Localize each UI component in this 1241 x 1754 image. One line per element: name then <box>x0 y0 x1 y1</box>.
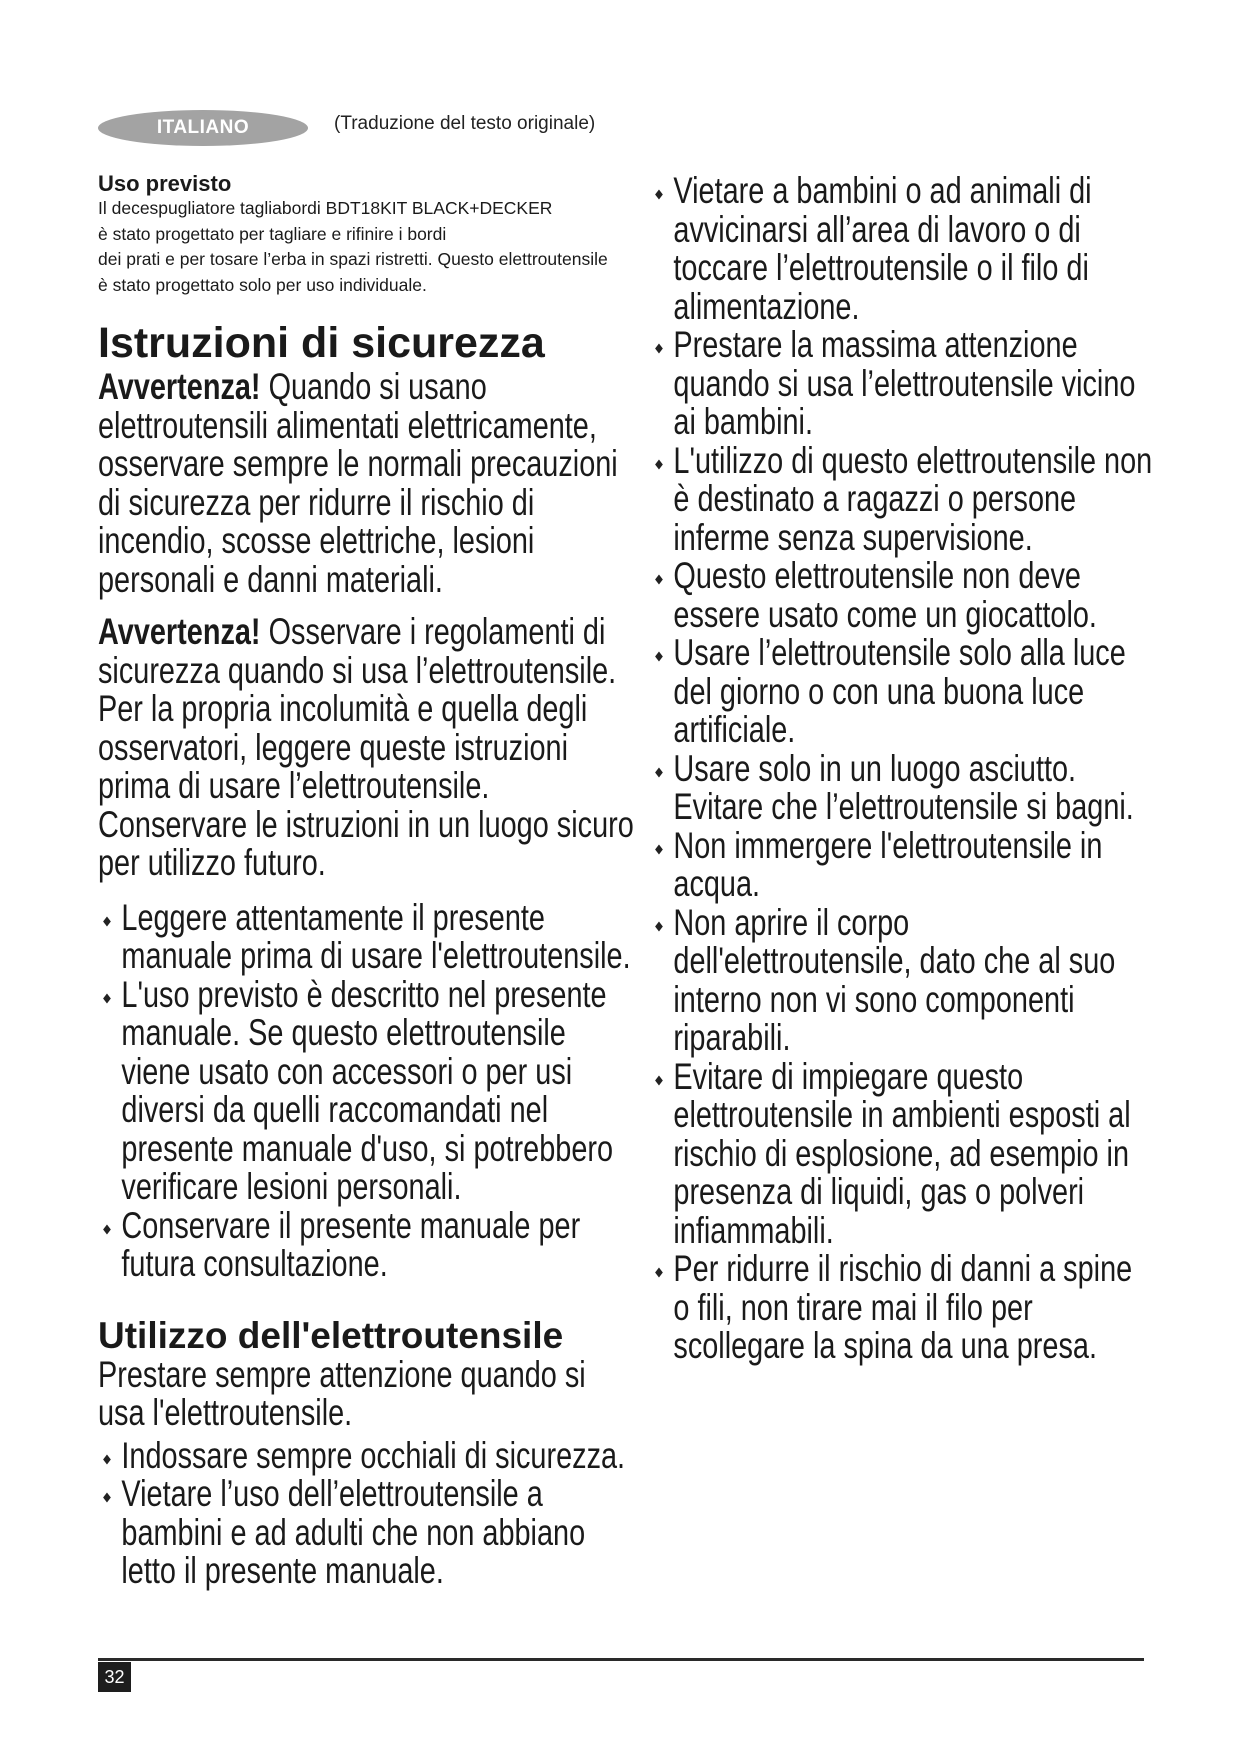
warning-text: Osservare i regolamenti di sicurezza quando si usa l’elettroutensile. Per la propria incolumità e quella degli osservatori, leggere queste istruzioni prima di usare l’elettroutensile. Conservare le istruzioni in un luogo sicuro per utilizzo futuro. <box>98 611 634 883</box>
warning-paragraph <box>98 613 637 883</box>
intended-use-line: è stato progettato per tagliare e rifinire i bordi <box>98 223 447 244</box>
list-item: Non aprire il corpo dell'elettroutensile, dato che al suo interno non vi sono componenti riparabili. <box>650 904 1154 1058</box>
language-badge: ITALIANO <box>98 110 308 146</box>
page-number: 32 <box>98 1662 131 1692</box>
list-item: Usare l’elettroutensile solo alla luce del giorno o con una buona luce artificiale. <box>650 634 1154 750</box>
intended-use-line: dei prati e per tosare l’erba in spazi ristretti. Questo elettroutensile <box>98 249 608 269</box>
safety-heading: Istruzioni di sicurezza <box>98 319 545 367</box>
tool-use-heading: Utilizzo dell'elettroutensile <box>98 1314 564 1356</box>
intended-use-heading: Uso previsto <box>98 171 232 196</box>
intended-use-line: è stato progettato solo per uso individuale. <box>98 274 427 295</box>
list-item: Usare solo in un luogo asciutto. Evitare che l’elettroutensile si bagni. <box>650 750 1154 827</box>
left-column <box>98 172 638 1591</box>
footer-rule <box>98 1658 1144 1661</box>
list-item: Non immergere l'elettroutensile in acqua. <box>650 827 1154 904</box>
translation-note: (Traduzione del testo originale) <box>334 113 596 134</box>
list-item: Conservare il presente manuale per futura consultazione. <box>98 1207 637 1284</box>
list-item: Indossare sempre occhiali di sicurezza. <box>98 1437 637 1476</box>
warning-paragraph <box>98 368 637 599</box>
tool-use-intro: Prestare sempre attenzione quando si usa l'elettroutensile. <box>98 1353 586 1433</box>
warning-label: Avvertenza! <box>98 611 261 652</box>
tool-use-bullet-list <box>98 1434 637 1591</box>
warning-text: Quando si usano elettroutensili alimentati elettricamente, osservare sempre le normali precauzioni di sicurezza per ridurre il rischio di incendio, scosse elettriche, lesioni personali e danni materiali. <box>98 366 618 600</box>
list-item: Per ridurre il rischio di danni a spine o fili, non tirare mai il filo per scollegare la spina da una presa. <box>650 1250 1154 1366</box>
list-item: Vietare a bambini o ad animali di avvicinarsi all’area di lavoro o di toccare l’elettroutensile o il filo di alimentazione. <box>650 172 1154 326</box>
warning-label: Avvertenza! <box>98 366 261 407</box>
tool-use-bullet-list-continued <box>650 172 1154 1366</box>
list-item: Questo elettroutensile non deve essere usato come un giocattolo. <box>650 557 1154 634</box>
list-item: L'utilizzo di questo elettroutensile non è destinato a ragazzi o persone inferme senza supervisione. <box>650 442 1154 558</box>
list-item: Evitare di impiegare questo elettroutensile in ambienti esposti al rischio di esplosione, ad esempio in presenza di liquidi, gas o polveri infiammabili. <box>650 1058 1154 1251</box>
intended-use-line: Il decespugliatore tagliabordi BDT18KIT BLACK+DECKER <box>98 198 553 218</box>
list-item: L'uso previsto è descritto nel presente manuale. Se questo elettroutensile viene usato con accessori o per usi diversi da quelli raccomandati nel presente manuale d'uso, si potrebbero verificare lesioni personali. <box>98 976 637 1207</box>
list-item: Leggere attentamente il presente manuale prima di usare l'elettroutensile. <box>98 899 637 976</box>
safety-bullet-list <box>98 896 637 1284</box>
list-item: Prestare la massima attenzione quando si usa l’elettroutensile vicino ai bambini. <box>650 326 1154 442</box>
list-item: Vietare l’uso dell’elettroutensile a bambini e ad adulti che non abbiano letto il presente manuale. <box>98 1475 637 1591</box>
right-column <box>650 172 1155 1366</box>
